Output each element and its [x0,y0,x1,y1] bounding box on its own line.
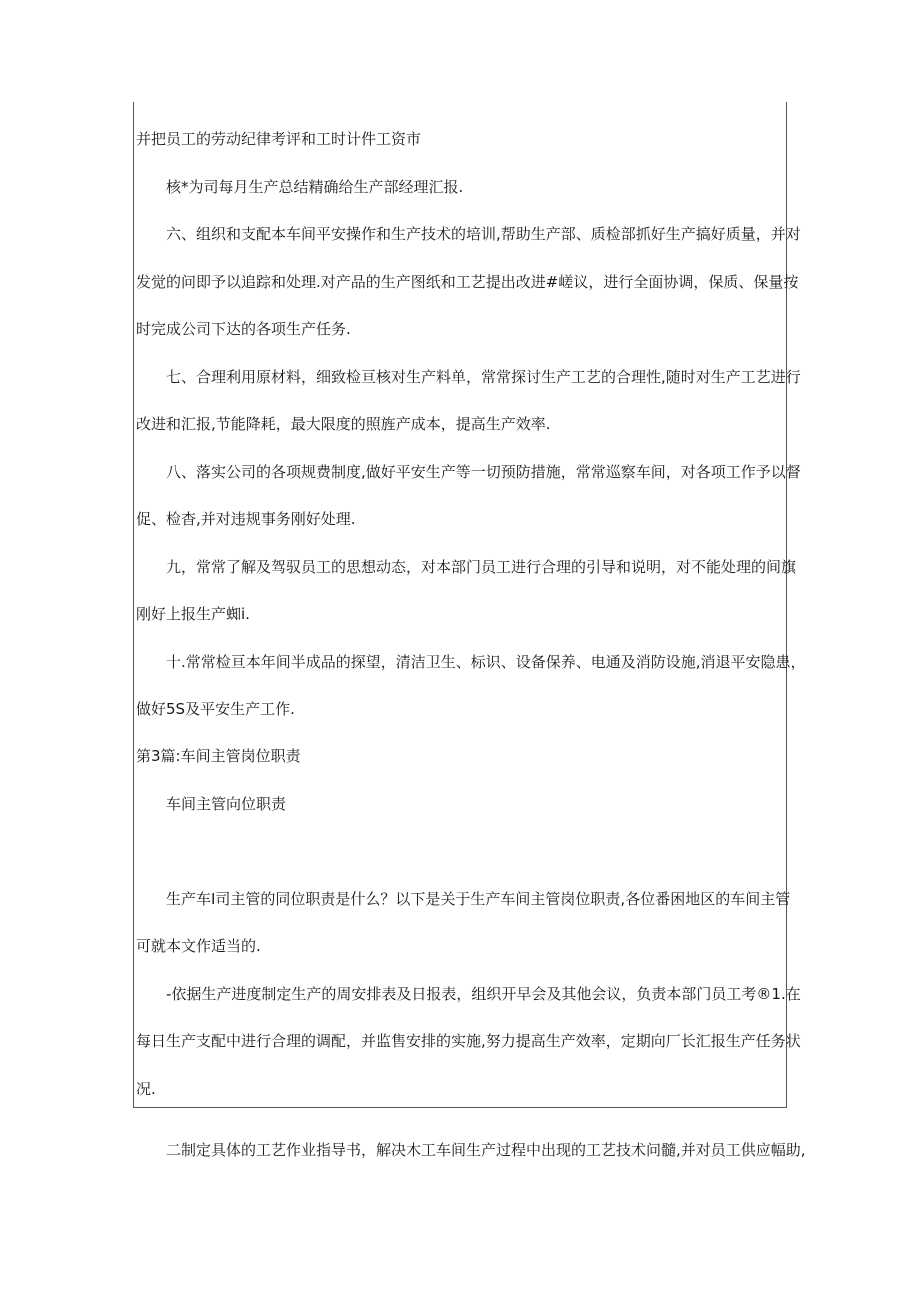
text-line: 可就本文作适当的. [136,937,261,955]
text-line: 刚好上报生产蜘i. [136,605,250,623]
text-line: 九，常常了解及驾驭员工的思想动态，对本部门员工进行合理的引导和说明，对不能处理的间旗 [166,558,797,576]
text-line: 促、检杳,并对违规事务刚好处理. [136,510,356,528]
text-line: -依据生产进度制定生产的周安排表及日报表，组织开早会及其他会议，负责本部门员工考®1.在 [166,985,801,1003]
text-line: 十.常常检亘本年间半成品的探望，清洁卫生、标识、设备保养、电通及消防设施,消退平安隐患， [166,653,806,671]
text-line: 时完成公司下达的各项生产任务. [136,320,351,338]
subheading: 车间主管向位职责 [166,795,287,813]
text-line: 七、合理利用原材料，细致检亘核对生产料单，常常探讨生产工艺的合理性,随时对生产工艺进行 [166,368,801,386]
text-line: 生产车I司主管的同位职责是什么？以下是关于生产车间主管岗位职责,各位番困地区的车间主管 [166,890,791,908]
text-line: 发觉的问即予以追踪和处理.对产品的生产图纸和工艺提出改进#嵯议，进行全面协调，保质、保量按 [136,273,799,291]
text-line: 况. [136,1080,156,1098]
text-line: 六、组织和支配本车间平安操作和生产技术的培训,帮助生产部、质检部抓好生产搞好质量，并对 [166,225,801,243]
text-line: 八、落实公司的各项规费制度,做好平安生产等一切预防措施，常常巡察车间，对各项工作予以督 [166,463,801,481]
text-line: 二制定具体的工艺作业指导书，解决木工车间生产过程中出现的工艺技术问髓,并对员工供应幅助, [166,1141,806,1159]
text-line: 核*为司每月生产总结精确给生产部经理汇报. [166,178,464,196]
text-line: 并把员工的劳动纪律考评和工时计件工资市 [136,130,422,148]
text-line: 做好5S及平安生产工作. [136,700,295,718]
section-heading: 第3篇:车间主管岗位职责 [136,747,301,765]
text-line: 每日生产支配中进行合理的调配，并监售安排的实施,努力提高生产效率，定期向厂长汇报生产任务状 [136,1032,801,1050]
text-line: 改进和汇报,节能降耗，最大限度的照旌产成本，提高生产效率. [136,415,551,433]
